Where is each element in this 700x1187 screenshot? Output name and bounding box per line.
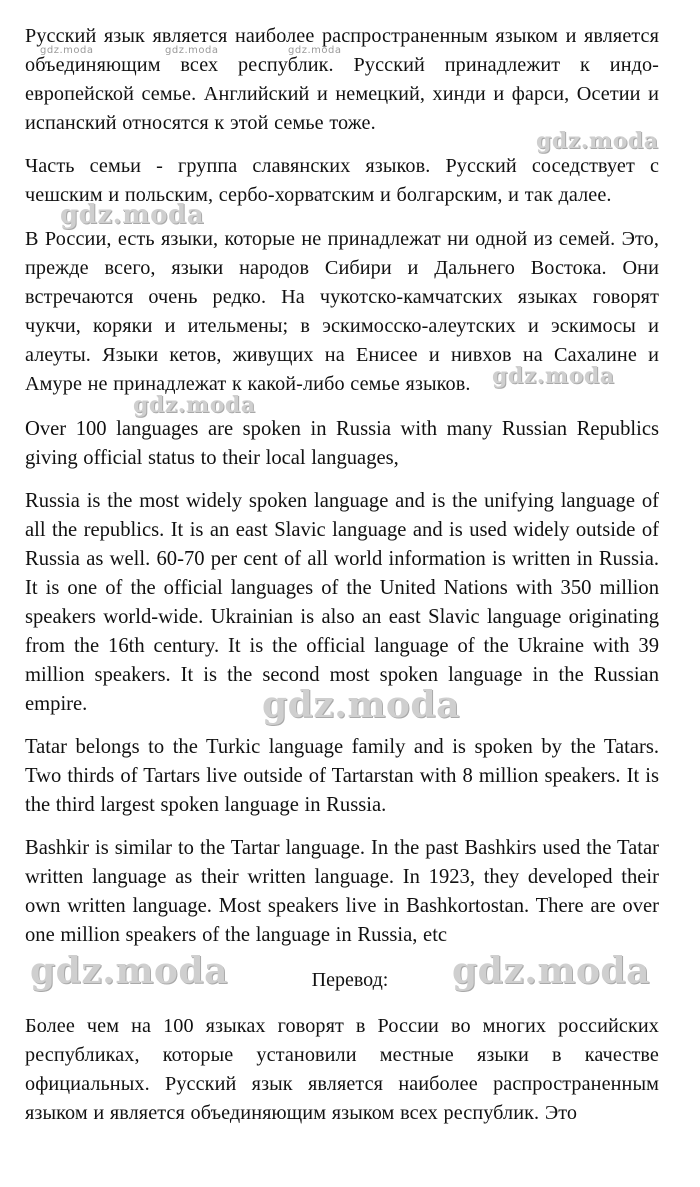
paragraph-ru-2: Часть семьи - группа славянских языков. Русский соседствует с чешским и польским, сербо-хорватским и болгарским, и так далее. bbox=[25, 155, 659, 206]
watermark: gdz.moda bbox=[40, 45, 94, 56]
paragraph-en-1: Over 100 languages are spoken in Russia with many Russian Republics giving official status to their local languages, bbox=[25, 418, 659, 469]
paragraph-translation: Более чем на 100 языках говорят в России во многих российских республиках, которые установили местные языки в качестве официальных. Русский язык является наиболее распространенным языком и является объединяющим языком всех республик. Это bbox=[25, 1015, 659, 1124]
paragraph-en-4: Bashkir is similar to the Tartar language. In the past Bashkirs used the Tatar written language as their written language. In 1923, they developed their own written language. Most speakers live in Bashkortostan. There are over one million speakers of the language in Russia, etc bbox=[25, 837, 659, 946]
watermark: gdz.moda bbox=[288, 45, 342, 56]
watermark: gdz.moda bbox=[165, 45, 219, 56]
watermark: gdz.moda bbox=[60, 200, 205, 230]
watermark: gdz.moda bbox=[30, 950, 228, 992]
watermark: gdz.moda bbox=[452, 950, 650, 992]
watermark: gdz.moda bbox=[536, 128, 659, 154]
watermark: gdz.moda bbox=[133, 392, 256, 418]
watermark: gdz.moda bbox=[492, 363, 615, 389]
paragraph-ru-3: В России, есть языки, которые не принадлежат ни одной из семей. Это, прежде всего, языки народов Сибири и Дальнего Востока. Они встречаются очень редко. На чукотско-камчатских языках говорят чукчи, коряки и ительмены; в эскимосско-алеутских и эскимосы и алеуты. Языки кетов, живущих на Енисее и нивхов на Сахалине и Амуре не принадлежат к какой-либо семье языков. bbox=[25, 228, 659, 395]
paragraph-en-2: Russia is the most widely spoken language and is the unifying language of all the republics. It is an east Slavic language and is used widely outside of Russia as well. 60-70 per cent of all world information is written in Russia. It is one of the official languages of the United Nations with 350 million speakers world-wide. Ukrainian is also an east Slavic language originating from the 16th century. It is the official language of the Ukraine with 39 million speakers. It is the second most spoken language in the Russian empire. bbox=[25, 490, 659, 715]
paragraph-ru-1: Русский язык является наиболее распространенным языком и является объединяющим всех республик. Русский принадлежит к индо-европейской семье. Английский и немецкий, хинди и фарси, Осетии и испанский относятся к этой семье тоже. bbox=[25, 25, 659, 134]
paragraph-en-3: Tatar belongs to the Turkic language family and is spoken by the Tatars. Two thirds of Tartars live outside of Tartarstan with 8 million speakers. It is the third largest spoken language in Russia. bbox=[25, 736, 659, 816]
watermark: gdz.moda bbox=[262, 684, 460, 726]
translation-heading: Перевод: bbox=[311, 969, 389, 991]
